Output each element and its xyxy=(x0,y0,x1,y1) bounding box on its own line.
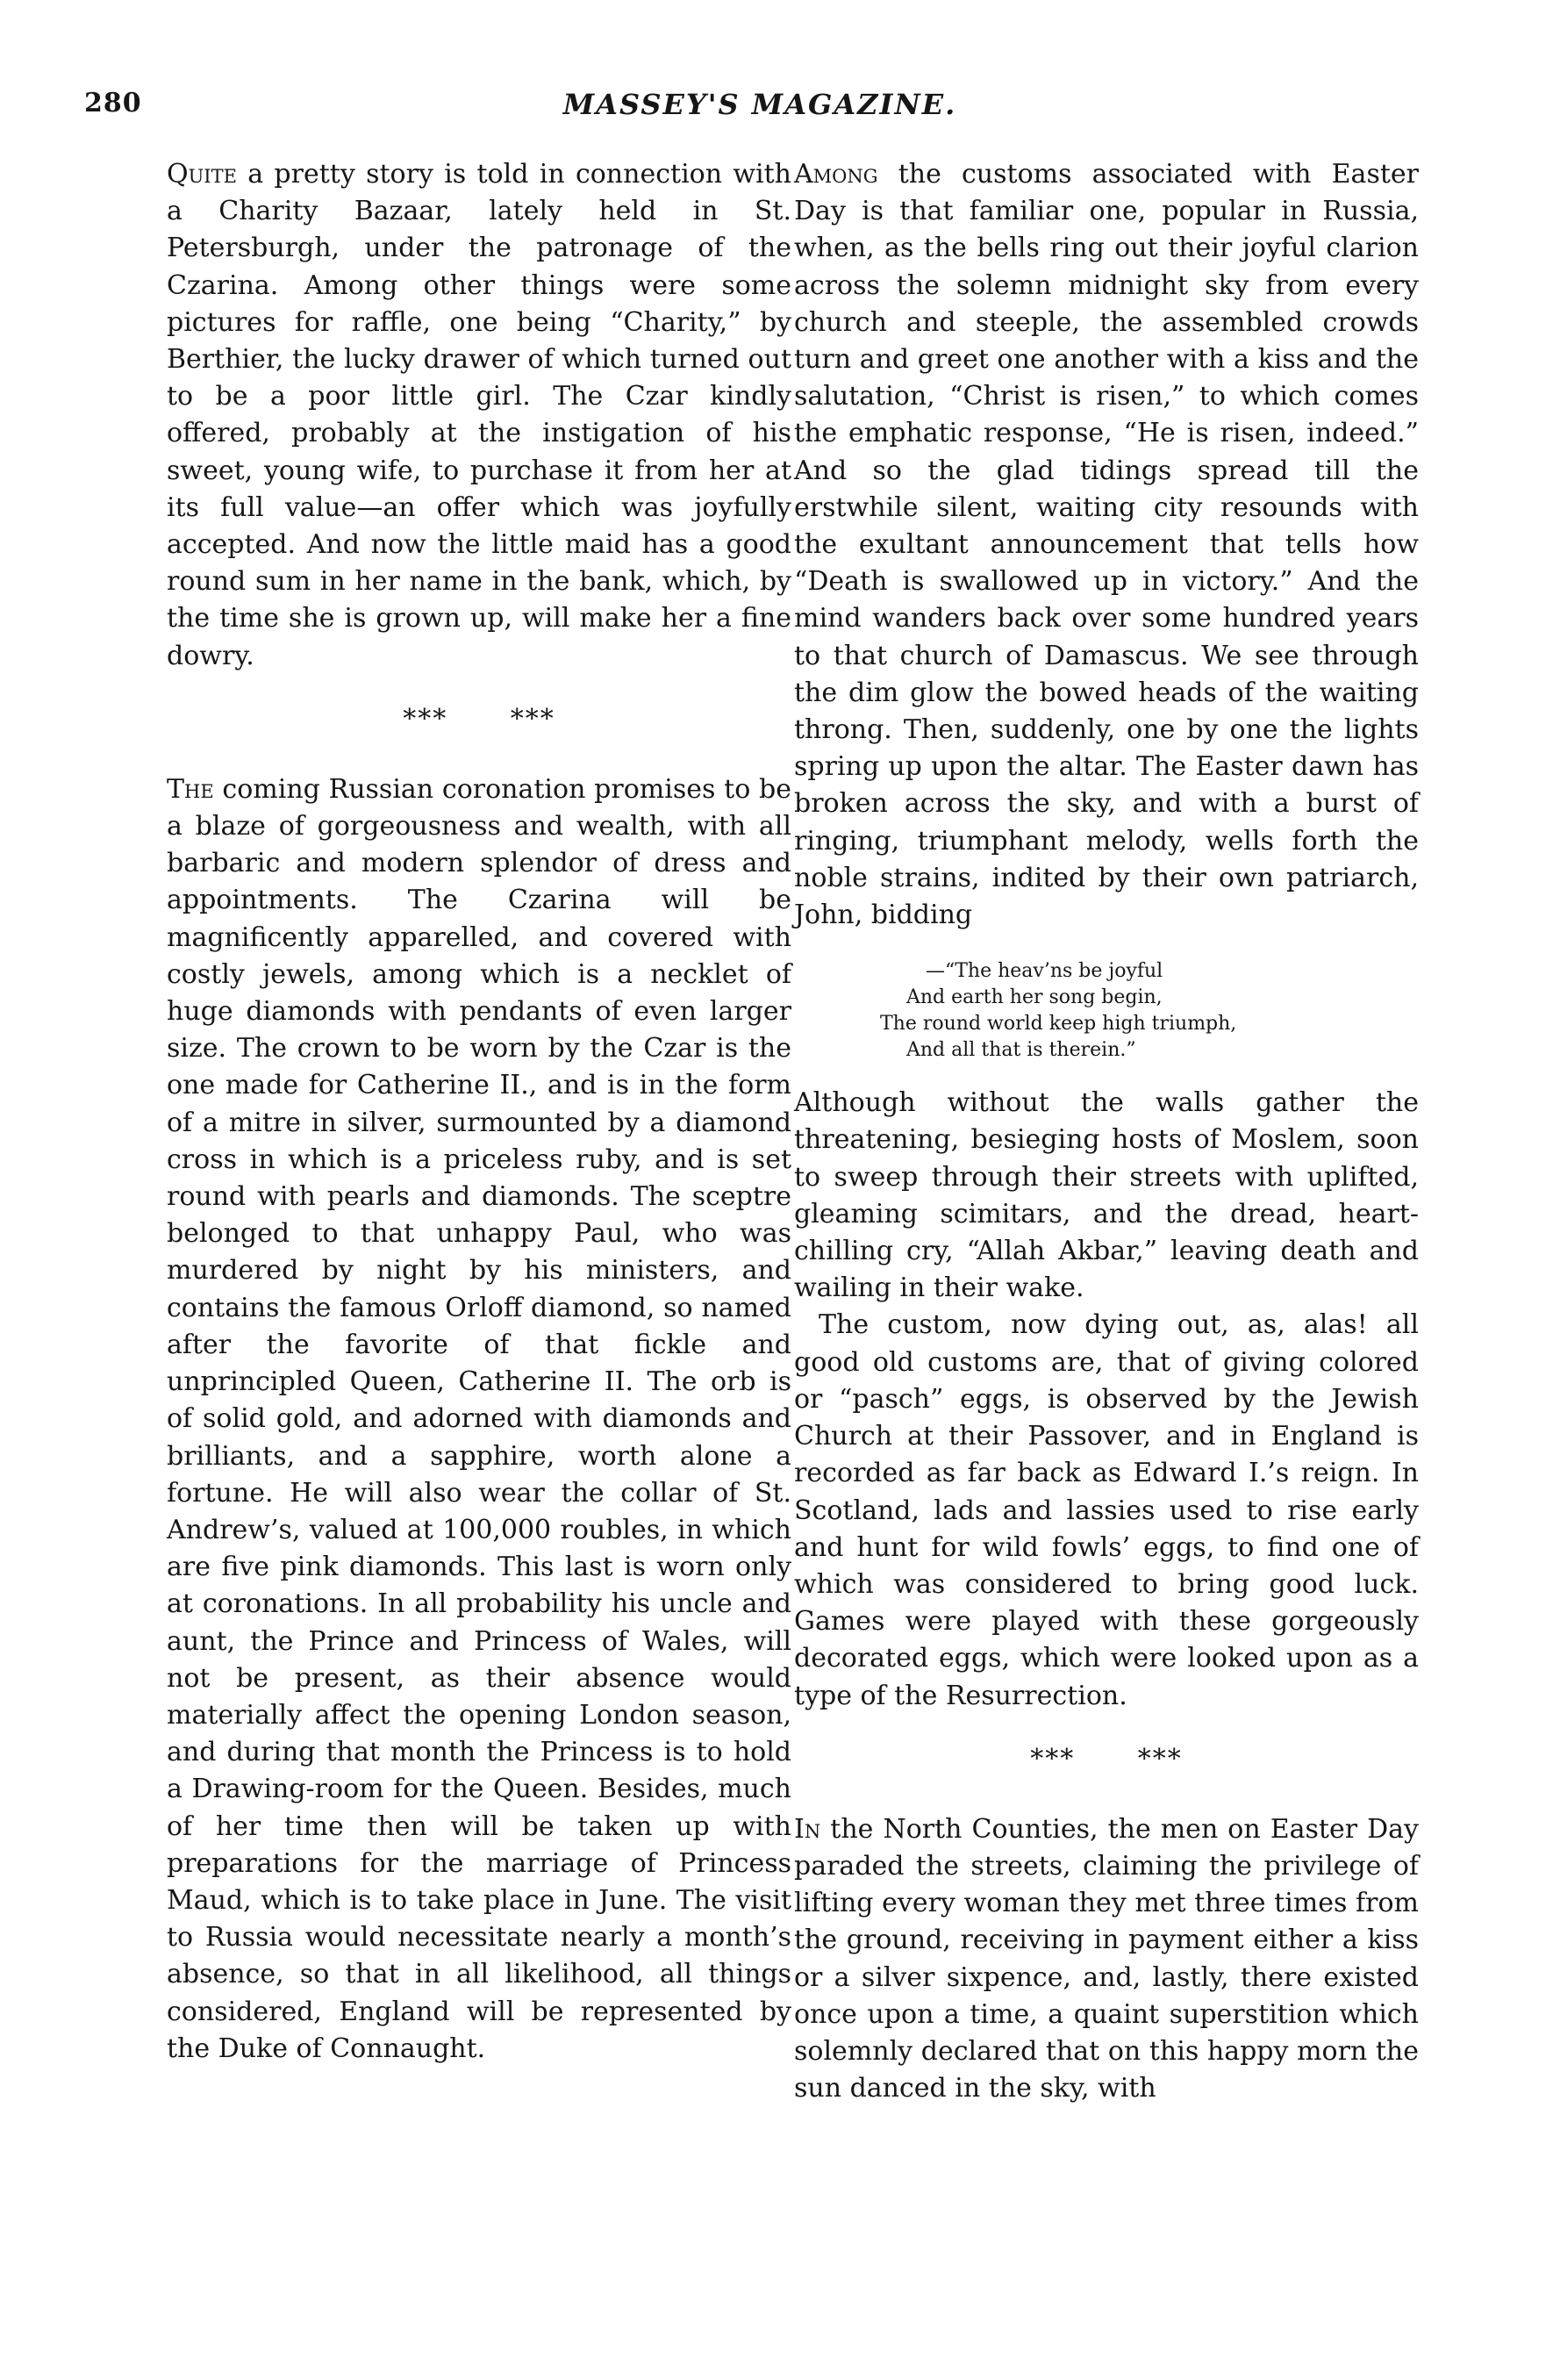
paragraph-text: a pretty story is told in connection with a Charity Bazaar, lately held in St. Petersburgh, under the patronage of the Czarina. Among other things were some pictures for raffle, one being “Charity,” by Berthier, the lucky drawer of which turned out to be a poor little girl. The Czar kindly offered, probably at the instigation of his sweet, young wife, to purchase it from her at its full value—an offer which was joyfully accepted. And now the little maid has a good round sum in her name in the bank, which, by the time she is grown up, will make her a fine dowry. xyxy=(167,159,791,671)
page-header xyxy=(84,88,1435,128)
article-paragraph: The custom, now dying out, as, alas! all good old customs are, that of giving colored or “pasch” eggs, is observed by the Jewish Church at their Passover, and in England is recorded as far back as Edward I.’s reign. In Scotland, lads and lassies used to rise early and hunt for wild fowls’ eggs, to find one of which was considered to bring good luck. Games were played with these gorgeously decorated eggs, which were looked upon as a type of the Resurrection. xyxy=(794,1309,1419,1711)
right-column xyxy=(794,156,1419,2107)
verse-line: The round world keep high triumph, xyxy=(880,1013,1237,1036)
verse-line: And earth her song begin, xyxy=(906,986,1163,1009)
paragraph-lead-word: The xyxy=(167,773,214,805)
article-paragraph xyxy=(167,771,791,2068)
left-column xyxy=(167,156,791,2068)
running-title: MASSEY'S MAGAZINE. xyxy=(562,88,957,121)
paragraph-lead-word: Among xyxy=(794,159,878,190)
article-paragraph xyxy=(167,156,791,675)
article-paragraph xyxy=(794,1811,1419,2108)
verse-line: And all that is therein.” xyxy=(906,1039,1136,1062)
section-separator: *** *** xyxy=(1030,1743,1183,1774)
section-separator: *** *** xyxy=(403,703,555,735)
paragraph-text: the customs associated with Easter Day is that familiar one, popular in Russia, when, as the bells ring out their joyful clarion across the solemn midnight sky from every church and steeple, the assembled crowds turn and greet one another with a kiss and the salutation, “Christ is risen,” to which comes the emphatic response, “He is risen, indeed.” And so the glad tidings spread till the erstwhile silent, waiting city resounds with the exultant announcement that tells how “Death is swallowed up in victory.” And the mind wanders back over some hundred years to that church of Damascus. We see through the dim glow the bowed heads of the waiting throng. Then, suddenly, one by one the lights spring up upon the altar. The Easter dawn has broken across the sky, and with a burst of ringing, triumphant melody, wells forth the noble strains, indited by their own patriarch, John, bidding xyxy=(794,159,1419,931)
article-paragraph xyxy=(794,156,1419,934)
page-number: 280 xyxy=(84,88,142,118)
paragraph-lead-word: In xyxy=(794,1813,821,1845)
verse-line: —“The heav’ns be joyful xyxy=(926,960,1163,983)
paragraph-lead-word: Quite xyxy=(167,159,237,190)
hymn-quote xyxy=(794,958,1419,1064)
paragraph-text: coming Russian coronation promises to be a blaze of gorgeousness and wealth, with all barbaric and modern splendor of dress and appointments. The Czarina will be magnificently apparelled, and covered with costly jewels, among which is a necklet of huge diamonds with pendants of even larger size. The crown to be worn by the Czar is the one made for Catherine II., and is in the form of a mitre in silver, surmounted by a diamond cross in which is a priceless ruby, and is set round with pearls and diamonds. The sceptre belonged to that unhappy Paul, who was murdered by night by his ministers, and contains the famous Orloff diamond, so named after the favorite of that fickle and unprincipled Queen, Catherine II. The orb is of solid gold, and adorned with diamonds and brilliants, and a sapphire, worth alone a fortune. He will also wear the collar of St. Andrew’s, valued at 100,000 roubles, in which are five pink diamonds. This last is worn only at coronations. In all probability his uncle and aunt, the Prince and Princess of Wales, will not be present, as their absence would materially affect the opening London season, and during that month the Princess is to hold a Drawing-room for the Queen. Besides, much of her time then will be taken up with preparations for the marriage of Princess Maud, which is to take place in June. The visit to Russia would necessitate nearly a month’s absence, so that in all likelihood, all things considered, England will be represented by the Duke of Connaught. xyxy=(167,773,791,2064)
article-paragraph: Although without the walls gather the threatening, besieging hosts of Moslem, soon to sweep through their streets with uplifted, gleaming scimitars, and the dread, heart-chilling cry, “Allah Akbar,” leaving death and wailing in their wake. xyxy=(794,1087,1419,1304)
paragraph-text: the North Counties, the men on Easter Day paraded the streets, claiming the privilege of lifting every woman they met three times from the ground, receiving in payment either a kiss or a silver sixpence, and, lastly, there existed once upon a time, a quaint superstition which solemnly declared that on this happy morn the sun danced in the sky, with xyxy=(794,1813,1419,2104)
